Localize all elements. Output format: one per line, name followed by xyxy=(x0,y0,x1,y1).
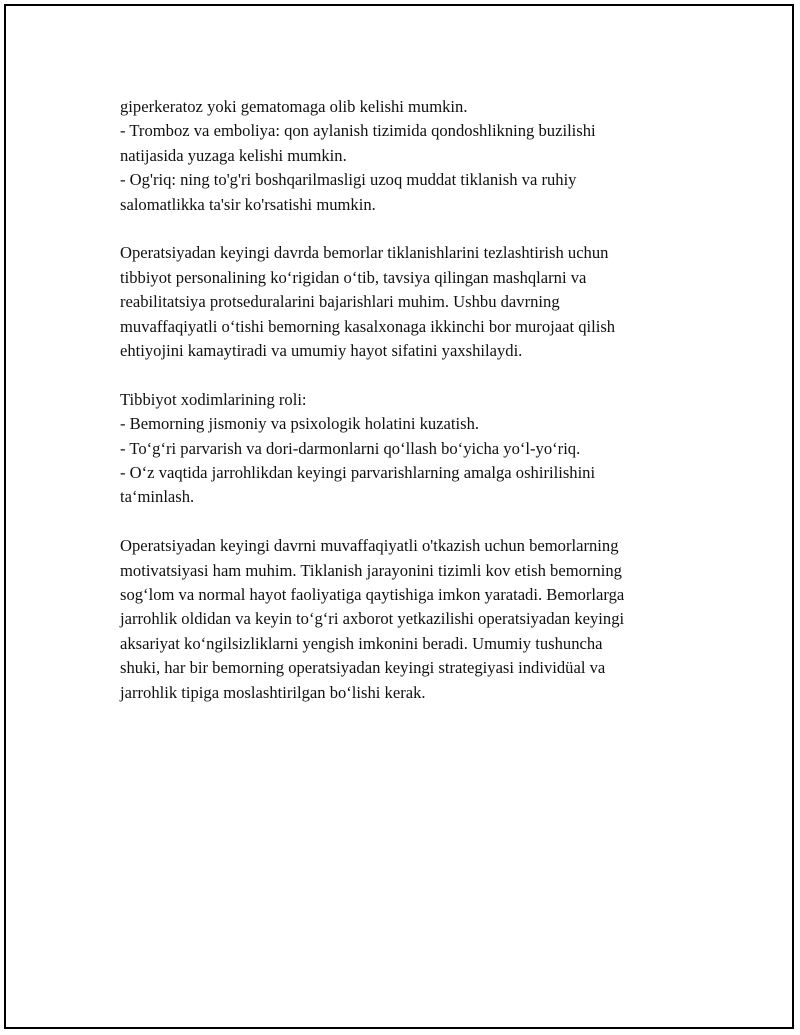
text-line: Operatsiyadan keyingi davrda bemorlar tiklanishlarini tezlashtirish uchun xyxy=(120,243,609,263)
paragraph-gap xyxy=(120,363,690,387)
text-line: jarrohlik oldidan va keyin to‘g‘ri axborot yetkazilishi operatsiyadan keyingi xyxy=(120,609,625,629)
document-page xyxy=(4,4,794,1029)
text-line: aksariyat ko‘ngilsizliklarni yengish imkonini beradi. Umumiy tushuncha xyxy=(120,633,603,653)
text-line: Operatsiyadan keyingi davrni muvaffaqiyatli o'tkazish uchun bemorlarning xyxy=(120,536,619,556)
text-line: giperkeratoz yoki gematomaga olib kelishi mumkin. xyxy=(120,97,468,116)
text-line: natijasida yuzaga kelishi mumkin. xyxy=(120,145,347,165)
text-line: Tibbiyot xodimlarining roli: xyxy=(120,389,307,409)
text-line: muvaffaqiyatli o‘tishi bemorning kasalxonaga ikkinchi bor murojaat qilish xyxy=(120,316,616,336)
text-line: - Tromboz va emboliya: qon aylanish tizimida qondoshlikning buzilishi xyxy=(120,121,596,141)
text-line: - Bemorning jismoniy va psixologik holatini kuzatish. xyxy=(120,414,480,434)
text-line: jarrohlik tipiga moslashtirilgan bo‘lishi kerak. xyxy=(120,682,426,702)
paragraph-gap xyxy=(120,217,690,241)
text-line: motivatsiyasi ham muhim. Tiklanish jarayonini tizimli kov etish bemorning xyxy=(120,560,622,580)
text-line: - To‘g‘ri parvarish va dori-darmonlarni qo‘llash bo‘yicha yo‘l-yo‘riq. xyxy=(120,438,581,458)
paragraph-motivation xyxy=(120,534,690,705)
paragraph-complications xyxy=(120,95,690,217)
text-line: tibbiyot personalining ko‘rigidan o‘tib, tavsiya qilingan mashqlarni va xyxy=(120,267,587,287)
document-body xyxy=(120,95,690,705)
text-line: - Og'riq: ning to'g'ri boshqarilmasligi uzoq muddat tiklanish va ruhiy xyxy=(120,170,577,190)
text-line: reabilitatsiya protseduralarini bajarishlari muhim. Ushbu davrning xyxy=(120,292,560,312)
text-line: ehtiyojini kamaytiradi va umumiy hayot sifatini yaxshilaydi. xyxy=(120,341,523,361)
text-line: salomatlikka ta'sir ko'rsatishi mumkin. xyxy=(120,194,376,214)
text-line: sog‘lom va normal hayot faoliyatiga qaytishiga imkon yaratadi. Bemorlarga xyxy=(120,585,625,605)
paragraph-staff-role xyxy=(120,388,690,510)
text-line: shuki, har bir bemorning operatsiyadan keyingi strategiyasi individüal va xyxy=(120,658,606,678)
paragraph-recovery xyxy=(120,241,690,363)
paragraph-gap xyxy=(120,510,690,534)
text-line: - O‘z vaqtida jarrohlikdan keyingi parvarishlarning amalga oshirilishini xyxy=(120,463,596,483)
text-line: ta‘minlash. xyxy=(120,487,195,507)
